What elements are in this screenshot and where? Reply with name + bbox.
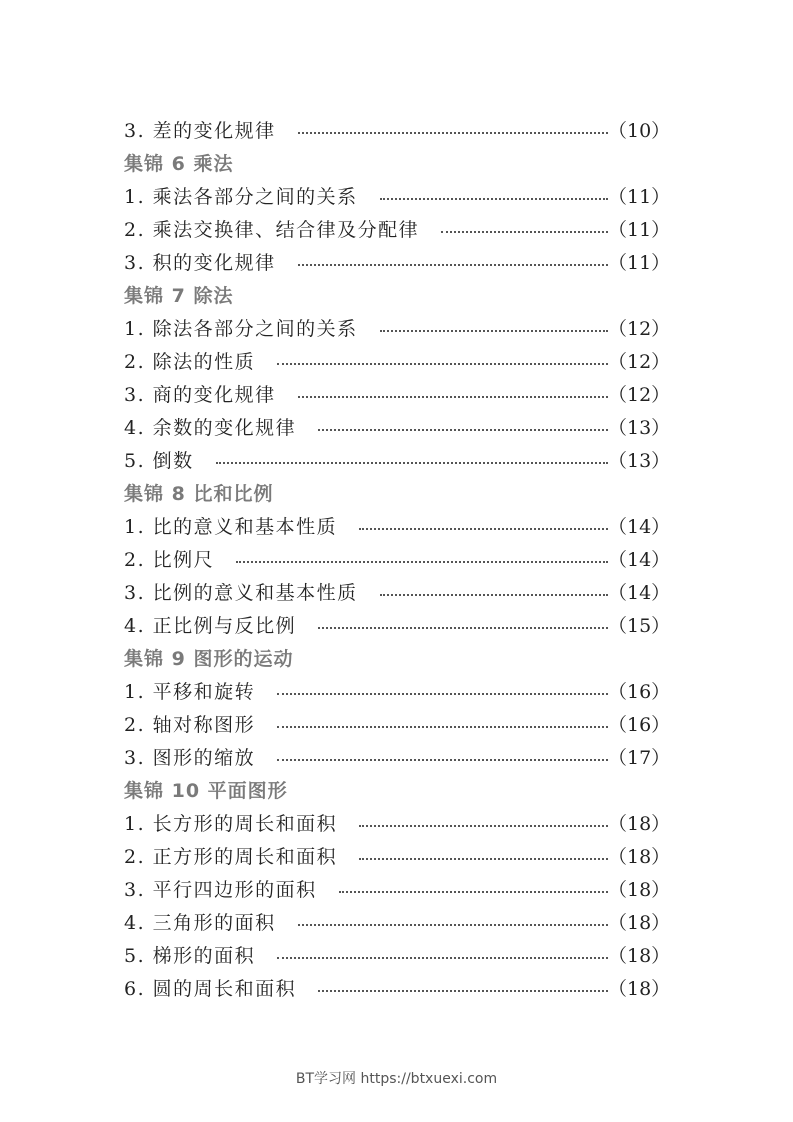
toc-entry-page: （11） bbox=[608, 252, 671, 274]
toc-entry[interactable] bbox=[124, 443, 670, 476]
toc-entry-title: 1. 比的意义和基本性质 bbox=[124, 516, 338, 538]
dot-leader bbox=[318, 429, 608, 431]
toc-entry-page: （13） bbox=[608, 450, 671, 472]
toc-entry-page: （18） bbox=[608, 912, 671, 934]
toc-entry[interactable] bbox=[124, 179, 670, 212]
dot-leader bbox=[298, 396, 608, 398]
toc-entry-title: 5. 梯形的面积 bbox=[124, 945, 256, 967]
section-heading: 集锦 8 比和比例 bbox=[124, 483, 274, 505]
toc-entry-page: （18） bbox=[608, 846, 671, 868]
toc-entry-title: 4. 正比例与反比例 bbox=[124, 615, 297, 637]
dot-leader bbox=[318, 990, 608, 992]
toc-entry-title: 3. 平行四边形的面积 bbox=[124, 879, 317, 901]
toc-entry-title: 2. 除法的性质 bbox=[124, 351, 256, 373]
section-heading: 集锦 9 图形的运动 bbox=[124, 648, 294, 670]
toc-entry[interactable] bbox=[124, 806, 670, 839]
toc-entry-page: （15） bbox=[608, 615, 671, 637]
footer-watermark: BT学习网 https://btxuexi.com bbox=[295, 1071, 498, 1087]
dot-leader bbox=[277, 759, 608, 761]
dot-leader bbox=[277, 726, 608, 728]
toc-entry-page: （14） bbox=[608, 582, 671, 604]
toc-entry-title: 1. 除法各部分之间的关系 bbox=[124, 318, 358, 340]
toc-entry-title: 1. 乘法各部分之间的关系 bbox=[124, 186, 358, 208]
toc-entry-page: （17） bbox=[608, 747, 671, 769]
toc-entry-title: 4. 三角形的面积 bbox=[124, 912, 276, 934]
dot-leader bbox=[359, 528, 608, 530]
toc-entry[interactable] bbox=[124, 509, 670, 542]
toc-entry-title: 3. 图形的缩放 bbox=[124, 747, 256, 769]
dot-leader bbox=[359, 858, 608, 860]
dot-leader bbox=[380, 330, 608, 332]
toc-entry-title: 2. 正方形的周长和面积 bbox=[124, 846, 338, 868]
toc-entry[interactable] bbox=[124, 839, 670, 872]
toc-entry-page: （18） bbox=[608, 978, 671, 1000]
toc-entry[interactable] bbox=[124, 971, 670, 1004]
dot-leader bbox=[298, 264, 608, 266]
toc-entry-title: 4. 余数的变化规律 bbox=[124, 417, 297, 439]
dot-leader bbox=[318, 627, 608, 629]
toc-entry-title: 3. 差的变化规律 bbox=[124, 120, 276, 142]
dot-leader bbox=[277, 693, 608, 695]
toc-entry-title: 1. 长方形的周长和面积 bbox=[124, 813, 338, 835]
dot-leader bbox=[236, 561, 608, 563]
toc-entry-title: 6. 圆的周长和面积 bbox=[124, 978, 297, 1000]
toc-entry-page: （18） bbox=[608, 813, 671, 835]
dot-leader bbox=[339, 891, 608, 893]
toc-entry-title: 3. 比例的意义和基本性质 bbox=[124, 582, 358, 604]
dot-leader bbox=[216, 462, 608, 464]
toc-entry[interactable] bbox=[124, 245, 670, 278]
dot-leader bbox=[441, 231, 608, 233]
toc-entry-page: （12） bbox=[608, 318, 671, 340]
toc-entry[interactable] bbox=[124, 542, 670, 575]
toc-entry-page: （14） bbox=[608, 549, 671, 571]
dot-leader bbox=[359, 825, 608, 827]
table-of-contents bbox=[124, 113, 670, 1004]
dot-leader bbox=[380, 198, 608, 200]
toc-entry[interactable] bbox=[124, 938, 670, 971]
toc-entry-title: 5. 倒数 bbox=[124, 450, 194, 472]
toc-entry[interactable] bbox=[124, 905, 670, 938]
toc-entry[interactable] bbox=[124, 212, 670, 245]
toc-entry[interactable] bbox=[124, 707, 670, 740]
toc-entry-page: （11） bbox=[608, 186, 671, 208]
toc-entry-title: 3. 商的变化规律 bbox=[124, 384, 276, 406]
toc-entry-page: （13） bbox=[608, 417, 671, 439]
toc-entry[interactable] bbox=[124, 740, 670, 773]
toc-entry[interactable] bbox=[124, 311, 670, 344]
toc-entry-page: （18） bbox=[608, 879, 671, 901]
dot-leader bbox=[277, 363, 608, 365]
section-heading: 集锦 7 除法 bbox=[124, 285, 234, 307]
toc-entry-page: （14） bbox=[608, 516, 671, 538]
dot-leader bbox=[298, 924, 608, 926]
section-heading: 集锦 6 乘法 bbox=[124, 153, 234, 175]
dot-leader bbox=[298, 132, 608, 134]
toc-entry[interactable] bbox=[124, 344, 670, 377]
toc-entry[interactable] bbox=[124, 575, 670, 608]
toc-entry[interactable] bbox=[124, 674, 670, 707]
toc-entry-title: 2. 比例尺 bbox=[124, 549, 215, 571]
toc-entry[interactable] bbox=[124, 410, 670, 443]
toc-entry[interactable] bbox=[124, 608, 670, 641]
toc-entry-title: 3. 积的变化规律 bbox=[124, 252, 276, 274]
toc-entry-page: （12） bbox=[608, 384, 671, 406]
toc-entry-page: （10） bbox=[608, 120, 671, 142]
toc-entry-title: 2. 轴对称图形 bbox=[124, 714, 256, 736]
dot-leader bbox=[380, 594, 608, 596]
toc-entry[interactable] bbox=[124, 113, 670, 146]
toc-entry-title: 1. 平移和旋转 bbox=[124, 681, 256, 703]
section-heading: 集锦 10 平面图形 bbox=[124, 780, 288, 802]
toc-entry-title: 2. 乘法交换律、结合律及分配律 bbox=[124, 219, 420, 241]
toc-entry-page: （12） bbox=[608, 351, 671, 373]
dot-leader bbox=[277, 957, 608, 959]
toc-entry[interactable] bbox=[124, 872, 670, 905]
toc-entry-page: （11） bbox=[608, 219, 671, 241]
toc-entry[interactable] bbox=[124, 377, 670, 410]
toc-entry-page: （16） bbox=[608, 681, 671, 703]
toc-entry-page: （16） bbox=[608, 714, 671, 736]
toc-entry-page: （18） bbox=[608, 945, 671, 967]
